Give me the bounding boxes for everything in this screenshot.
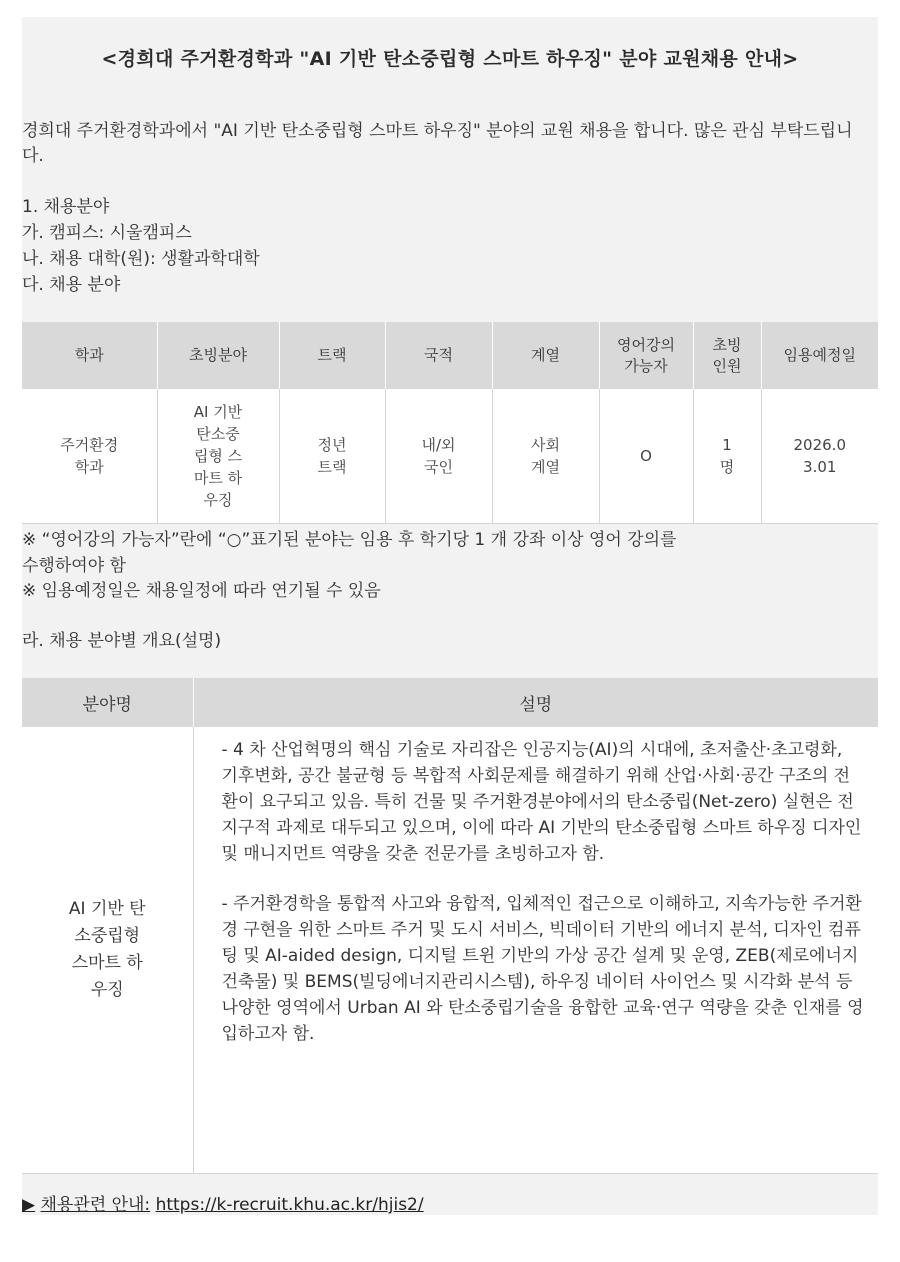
cell-dept: 주거환경 학과 xyxy=(22,389,157,524)
recruitment-table xyxy=(22,322,878,524)
note-english-lecture-cont: 수행하여야 함 xyxy=(22,556,126,576)
cell-field-name: AI 기반 탄소중립형 스마트 하우징 xyxy=(22,727,193,1174)
header-field-name: 분야명 xyxy=(22,678,193,727)
table-row xyxy=(22,389,878,524)
header-series: 계열 xyxy=(492,322,599,389)
arrow-icon: ▶ xyxy=(22,1195,36,1215)
header-track: 트랙 xyxy=(279,322,385,389)
section-heading-field-overview: 라. 채용 분야별 개요(설명) xyxy=(22,631,222,651)
header-description: 설명 xyxy=(193,678,878,727)
recruit-info-footer xyxy=(22,1190,424,1215)
description-paragraph-2: - 주거환경학을 통합적 사고와 융합적, 입체적인 접근으로 이해하고, 지속가능한 주거환경 구현을 위한 스마트 주거 및 도시 서비스, 빅데이터 기반의 에너지 분석, 디자인 컴퓨팅 및 AI-aided design, 디지털 트윈 기반의 가상 공간 설계 및 운영, ZEB(제로에너지건축물) 및 BEMS(빌딩에너지관리시스템), 하우징 네이터 사이언스 및 시각화 분석 등 나양한 영역에서 Urban AI 와 탄소중립기술을 융합한 교육·연구 역량을 갖춘 인재를 영입하고자 함. xyxy=(221,894,864,1044)
note-english-lecture: ※ “영어강의 가능자”란에 “○”표기된 분야는 임용 후 학기당 1 개 강좌 이상 영어 강의를 xyxy=(22,530,677,550)
header-count: 초빙 인원 xyxy=(693,322,761,389)
cell-field: AI 기반 탄소중 립형 스마트 하우징 xyxy=(157,389,279,524)
recruit-link[interactable]: https://k-recruit.khu.ac.kr/hjis2/ xyxy=(155,1195,424,1215)
recruit-info-label: 채용관련 안내: xyxy=(40,1195,151,1215)
header-date: 임용예정일 xyxy=(761,322,878,389)
cell-track: 정년 트랙 xyxy=(279,389,385,524)
section-heading-recruit-field: 1. 채용분야 xyxy=(22,197,110,217)
header-english: 영어강의 가능자 xyxy=(599,322,693,389)
cell-series: 사회 계열 xyxy=(492,389,599,524)
header-nationality: 국적 xyxy=(385,322,492,389)
field-item: 다. 채용 분야 xyxy=(22,275,121,295)
document-title: <경희대 주거환경학과 "AI 기반 탄소중립형 스마트 하우징" 분야 교원채용 안내> xyxy=(101,48,799,70)
cell-english: O xyxy=(599,389,693,524)
cell-nationality: 내/외 국인 xyxy=(385,389,492,524)
description-paragraph-1: - 4 차 산업혁명의 핵심 기술로 자리잡은 인공지능(AI)의 시대에, 초저출산·초고령화, 기후변화, 공간 불균형 등 복합적 사회문제를 해결하기 위해 산업·사회·공간 구조의 전환이 요구되고 있음. 특히 건물 및 주거환경분야에서의 탄소중립(Net-zero) 실현은 전 지구적 과제로 대두되고 있으며, 이에 따라 AI 기반의 탄소중립형 스마트 하우징 디자인 및 매니지먼트 역량을 갖춘 전문가를 초빙하고자 함. xyxy=(221,740,862,864)
field-description-table xyxy=(22,678,878,1174)
campus-item: 가. 캠피스: 시울캠피스 xyxy=(22,223,192,243)
table-header-row xyxy=(22,322,878,389)
document-panel xyxy=(22,17,878,1215)
note-date-postpone: ※ 임용예정일은 채용일정에 따라 연기될 수 있음 xyxy=(22,581,381,601)
college-item: 나. 채용 대학(원): 생활과학대학 xyxy=(22,249,260,269)
table-row xyxy=(22,727,878,1174)
header-dept: 학과 xyxy=(22,322,157,389)
cell-date: 2026.0 3.01 xyxy=(761,389,878,524)
table-header-row xyxy=(22,678,878,727)
cell-description xyxy=(193,727,878,1174)
cell-count: 1 명 xyxy=(693,389,761,524)
header-field: 초빙분야 xyxy=(157,322,279,389)
intro-paragraph: 경희대 주거환경학과에서 "AI 기반 탄소중립형 스마트 하우징" 분야의 교원 채용을 합니다. 많은 관심 부탁드립니다. xyxy=(22,121,853,166)
